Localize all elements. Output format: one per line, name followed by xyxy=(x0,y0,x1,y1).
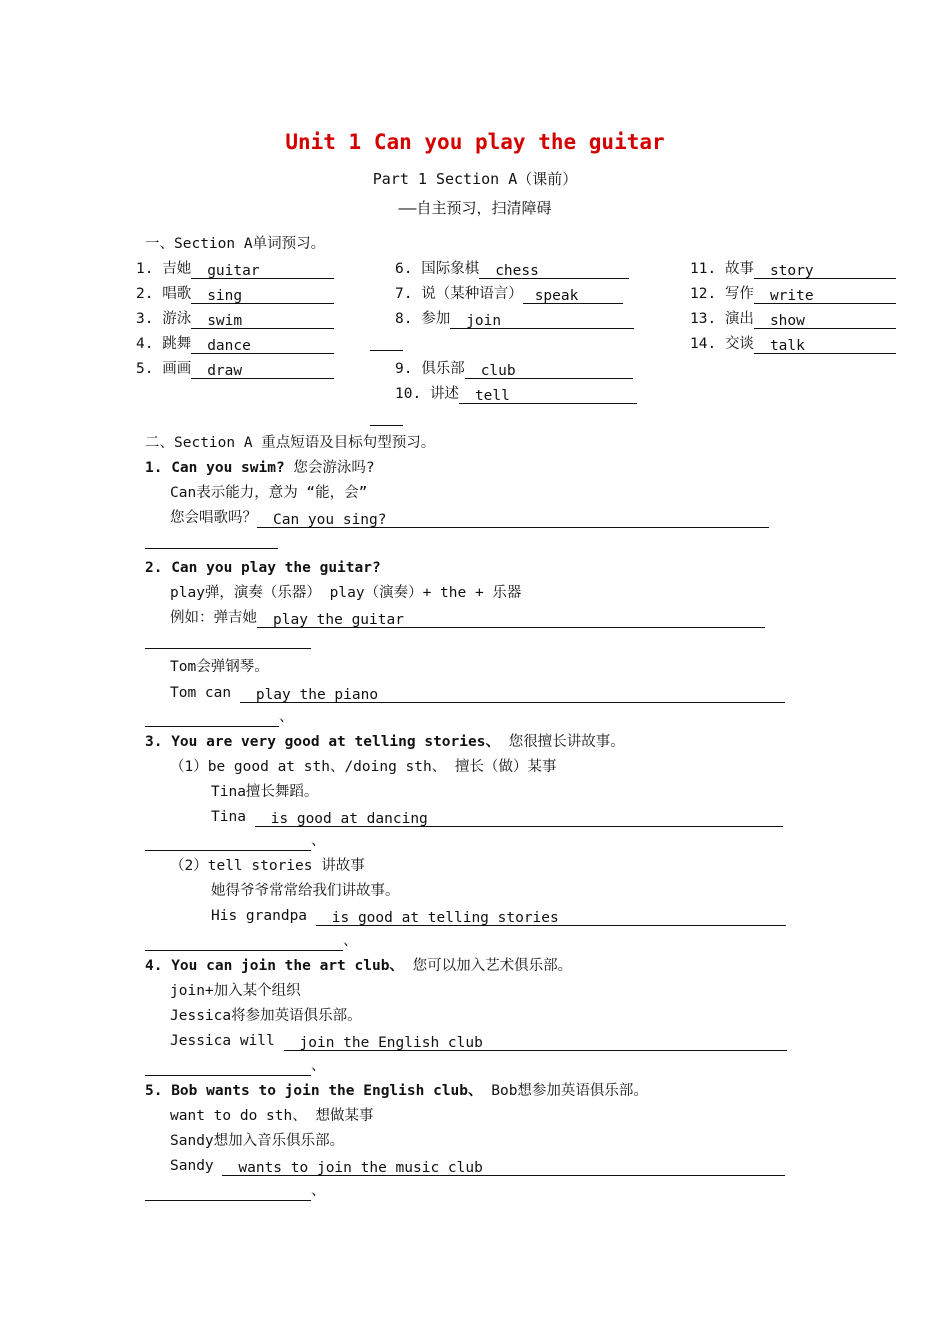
answer-blank[interactable]: play the guitar xyxy=(257,610,765,628)
answer-blank[interactable]: Can you sing? xyxy=(257,510,769,528)
question-2-title: 2. Can you play the guitar? xyxy=(145,560,381,576)
question-3-part1-end: 、 xyxy=(145,831,326,851)
question-4-title: 4. You can join the art club、 您可以加入艺术俱乐部。 xyxy=(145,958,573,974)
answer-blank[interactable]: play the piano xyxy=(240,685,785,703)
answer-blank[interactable] xyxy=(145,1183,311,1201)
question-4-end: 、 xyxy=(145,1056,326,1076)
answer-blank[interactable]: story xyxy=(754,261,896,279)
answer-blank[interactable] xyxy=(145,833,311,851)
word-item: 4. 跳舞 dance xyxy=(136,334,334,354)
blank-line xyxy=(145,648,311,649)
answer-blank[interactable] xyxy=(145,709,279,727)
question-3-part1-line: Tina is good at dancing xyxy=(211,807,783,827)
question-4-zh: Jessica将参加英语俱乐部。 xyxy=(170,1008,362,1024)
part-subtitle: Part 1 Section A（课前） xyxy=(372,170,578,188)
answer-blank[interactable]: wants to join the music club xyxy=(222,1158,785,1176)
answer-blank[interactable]: tell xyxy=(459,386,637,404)
question-5-end: 、 xyxy=(145,1181,326,1201)
section2-heading: 二、Section A 重点短语及目标句型预习。 xyxy=(145,435,436,451)
answer-blank[interactable]: talk xyxy=(754,336,896,354)
question-5-zh: Sandy想加入音乐俱乐部。 xyxy=(170,1133,345,1149)
answer-blank[interactable]: join xyxy=(450,311,634,329)
question-5-line: Sandy wants to join the music club xyxy=(170,1156,785,1176)
blank-line xyxy=(145,548,278,549)
word-item: 6. 国际象棋 chess xyxy=(395,259,629,279)
question-3-part2-end: 、 xyxy=(145,931,358,951)
question-3-title: 3. You are very good at telling stories、 您很擅长讲故事。 xyxy=(145,734,625,750)
answer-blank[interactable] xyxy=(145,933,343,951)
word-item: 8. 参加 join xyxy=(395,309,634,329)
question-2-zh: Tom会弹钢琴。 xyxy=(170,659,269,675)
question-2-end: 、 xyxy=(145,707,294,727)
question-3-part1-note: （1）be good at sth、/doing sth、 擅长（做）某事 xyxy=(170,759,557,775)
answer-blank[interactable]: club xyxy=(465,361,633,379)
part-subtitle-2: ——自主预习，扫清障碍 xyxy=(398,199,552,217)
section1-heading: 一、Section A单词预习。 xyxy=(145,236,326,252)
question-1-line: 您会唱歌吗？ Can you sing? xyxy=(170,508,769,528)
answer-blank[interactable]: speak xyxy=(523,286,623,304)
word-item: 5. 画画 draw xyxy=(136,359,334,379)
blank-line xyxy=(370,425,403,426)
word-item: 10. 讲述 tell xyxy=(395,384,637,404)
question-1-title: 1. Can you swim? 您会游泳吗? xyxy=(145,460,375,476)
question-2-example: 例如：弹吉她 play the guitar xyxy=(170,608,765,628)
answer-blank[interactable]: swim xyxy=(191,311,334,329)
word-item: 11. 故事 story xyxy=(690,259,896,279)
question-3-part2-zh: 她得爷爷常常给我们讲故事。 xyxy=(211,883,400,899)
word-item: 9. 俱乐部 club xyxy=(395,359,633,379)
answer-blank[interactable]: is good at dancing xyxy=(255,809,783,827)
question-5-note: want to do sth、 想做某事 xyxy=(170,1108,374,1124)
question-3-part2-line: His grandpa is good at telling stories xyxy=(211,906,786,926)
answer-blank[interactable]: write xyxy=(754,286,896,304)
question-3-part1-zh: Tina擅长舞蹈。 xyxy=(211,784,319,800)
answer-blank[interactable]: dance xyxy=(191,336,334,354)
word-item: 2. 唱歌 sing xyxy=(136,284,334,304)
answer-blank[interactable]: join the English club xyxy=(284,1033,787,1051)
question-4-note: join+加入某个组织 xyxy=(170,983,301,999)
word-item: 1. 吉她 guitar xyxy=(136,259,334,279)
answer-blank[interactable]: guitar xyxy=(191,261,334,279)
answer-blank[interactable]: show xyxy=(754,311,896,329)
question-1-note: Can表示能力，意为 “能，会” xyxy=(170,485,368,501)
answer-blank[interactable]: sing xyxy=(191,286,334,304)
page-title: Unit 1 Can you play the guitar xyxy=(285,130,665,154)
question-4-line: Jessica will join the English club xyxy=(170,1031,787,1051)
word-item: 14. 交谈 talk xyxy=(690,334,896,354)
word-item: 13. 演出 show xyxy=(690,309,896,329)
answer-blank[interactable] xyxy=(145,1058,311,1076)
word-item: 7. 说（某种语言） speak xyxy=(395,284,623,304)
answer-blank[interactable]: is good at telling stories xyxy=(316,908,786,926)
question-2-note: play弹，演奏（乐器） play（演奏）+ the + 乐器 xyxy=(170,585,522,601)
answer-blank[interactable]: chess xyxy=(479,261,629,279)
word-item: 3. 游泳 swim xyxy=(136,309,334,329)
answer-blank[interactable]: draw xyxy=(191,361,334,379)
word-item: 12. 写作 write xyxy=(690,284,896,304)
question-5-title: 5. Bob wants to join the English club、 Bob想参加英语俱乐部。 xyxy=(145,1083,648,1099)
question-2-line: Tom can play the piano xyxy=(170,683,785,703)
blank-line xyxy=(370,350,403,351)
question-3-part2-note: （2）tell stories 讲故事 xyxy=(170,858,365,874)
